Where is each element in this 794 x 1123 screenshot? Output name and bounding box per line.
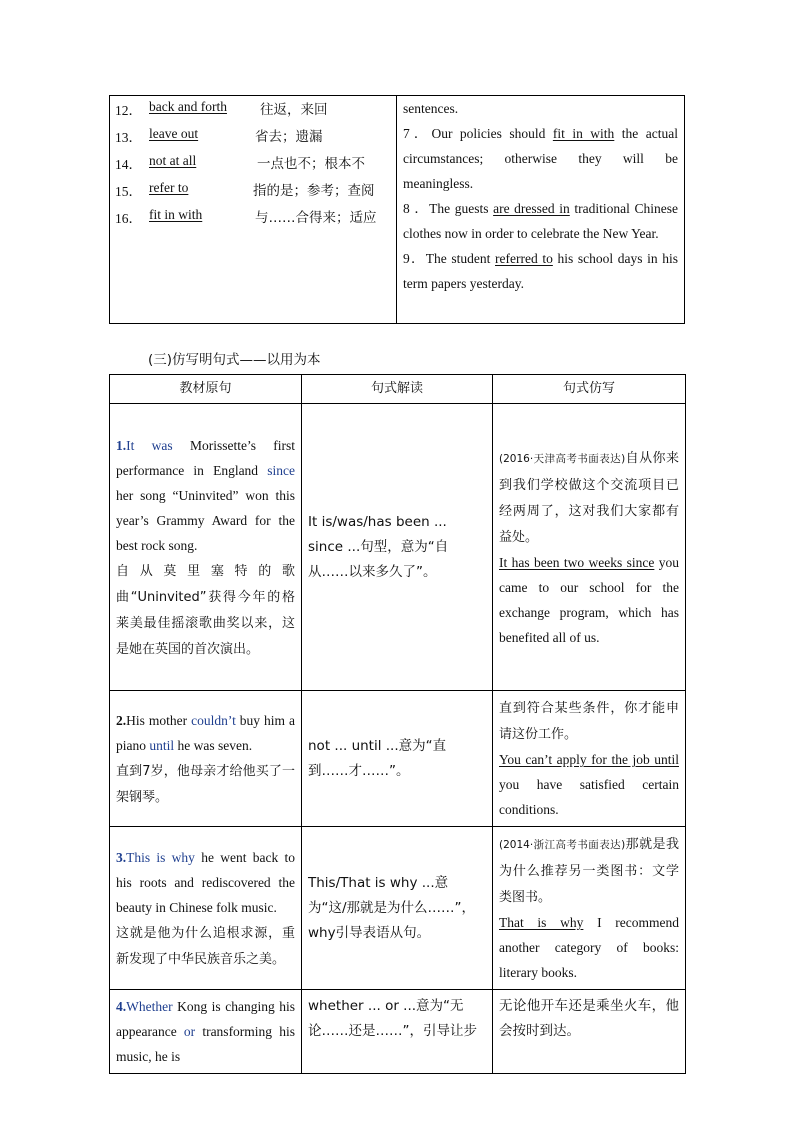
sentence-pattern-table: [109, 374, 686, 1074]
phrase-number: 15．: [115, 184, 142, 199]
phrase-number: 13．: [115, 130, 142, 145]
pattern-explanation: whether ... or ...意为“无论……还是……”，引导让步: [302, 990, 493, 1074]
example-sentences: [397, 96, 684, 323]
source-note: (2016·天津高考书面表达): [499, 452, 626, 465]
list-item: [115, 180, 396, 207]
original-translation: 这就是他为什么追根求源，重新发现了中华民族音乐之美。: [116, 925, 295, 967]
column-header-original: 教材原句: [110, 375, 302, 404]
phrase-number: 14．: [115, 157, 142, 172]
section-title: (三)仿写明句式——以用为本: [148, 352, 321, 368]
imitation-sentence: 直到符合某些条件，你才能申请这份工作。 You can’t apply for the job until you have satisfied certain conditions.: [493, 691, 686, 827]
imitation-sentence: (2014·浙江高考书面表达)那就是我为什么推荐另一类图书：文学类图书。 That is why I recommend another category of books: literary books.: [493, 827, 686, 990]
list-item: [115, 153, 396, 180]
list-item: [115, 207, 396, 234]
phrase-en: not at all: [149, 153, 197, 168]
pattern-explanation: This/That is why ...意为“这/那就是为什么……”，why引导表语从句。: [302, 827, 493, 990]
phrase-zh: 指的是；参考；查阅: [253, 183, 375, 199]
phrase-number: 16．: [115, 211, 142, 226]
original-translation: 自从莫里塞特的歌曲“Uninvited”获得今年的格莱美最佳摇滚歌曲奖以来，这是她在英国的首次演出。: [116, 563, 295, 657]
sentence-7: 7．Our policies should fit in with the actual circumstances; otherwise they will be meaningless.: [403, 126, 678, 191]
imitation-sentence: (2016·天津高考书面表达)自从你来到我们学校做这个交流项目已经两周了，这对我们大家都有益处。 It has been two weeks since you came to our school for the exchange program, which has benefited all of us.: [493, 404, 686, 691]
table-row: [110, 827, 686, 990]
table-row: [110, 691, 686, 827]
phrase-zh: 往返，来回: [260, 102, 328, 118]
phrase-en: fit in with: [149, 207, 203, 222]
table-row: [110, 990, 686, 1074]
sentence-6-tail: sentences.: [403, 101, 459, 116]
phrase-en: refer to: [149, 180, 189, 195]
column-header-imitation: 句式仿写: [493, 375, 686, 404]
phrase-zh: 省去；遗漏: [255, 129, 323, 145]
original-sentence: 2.His mother couldn’t buy him a piano until he was seven. 直到7岁，他母亲才给他买了一架钢琴。: [110, 691, 302, 827]
source-note: (2014·浙江高考书面表达): [499, 839, 626, 851]
pattern-explanation: not ... until ...意为“直到……才……”。: [302, 691, 493, 827]
phrase-en: leave out: [149, 126, 199, 141]
original-sentence: 3.This is why he went back to his roots and rediscovered the beauty in Chinese folk music. 这就是他为什么追根求源，重新发现了中华民族音乐之美。: [110, 827, 302, 990]
imitation-sentence: 无论他开车还是乘坐火车，他会按时到达。: [493, 990, 686, 1074]
sentence-8: 8 ．The guests are dressed in traditional Chinese clothes now in order to celebrate the New Year.: [403, 201, 678, 241]
list-item: [115, 126, 396, 153]
phrase-en: back and forth: [149, 99, 227, 114]
pattern-explanation: It is/was/has been ... since ...句型，意为“自从……以来多久了”。: [302, 404, 493, 691]
list-item: [115, 99, 396, 126]
phrase-number: 12．: [115, 103, 142, 118]
sentence-9: 9．The student referred to his school days in his term papers yesterday.: [403, 251, 678, 291]
original-sentence: 4.Whether Kong is changing his appearance or transforming his music, he is: [110, 990, 302, 1074]
vocabulary-table: [109, 95, 685, 324]
phrase-zh: 一点也不；根本不: [257, 156, 365, 172]
original-sentence: 1.It was Morissette’s first performance in England since her song “Uninvited” won this year’s Grammy Award for the best rock song. 自从莫里塞特的歌曲“Uninvited”获得今年的格莱美最佳摇滚歌曲奖以来，这是她在英国的首次演出。: [110, 404, 302, 691]
phrase-list: [110, 96, 397, 323]
original-translation: 直到7岁，他母亲才给他买了一架钢琴。: [116, 763, 295, 805]
column-header-explanation: 句式解读: [302, 375, 493, 404]
table-row: [110, 404, 686, 691]
phrase-zh: 与……合得来；适应: [255, 210, 377, 226]
table-header-row: [110, 375, 686, 404]
